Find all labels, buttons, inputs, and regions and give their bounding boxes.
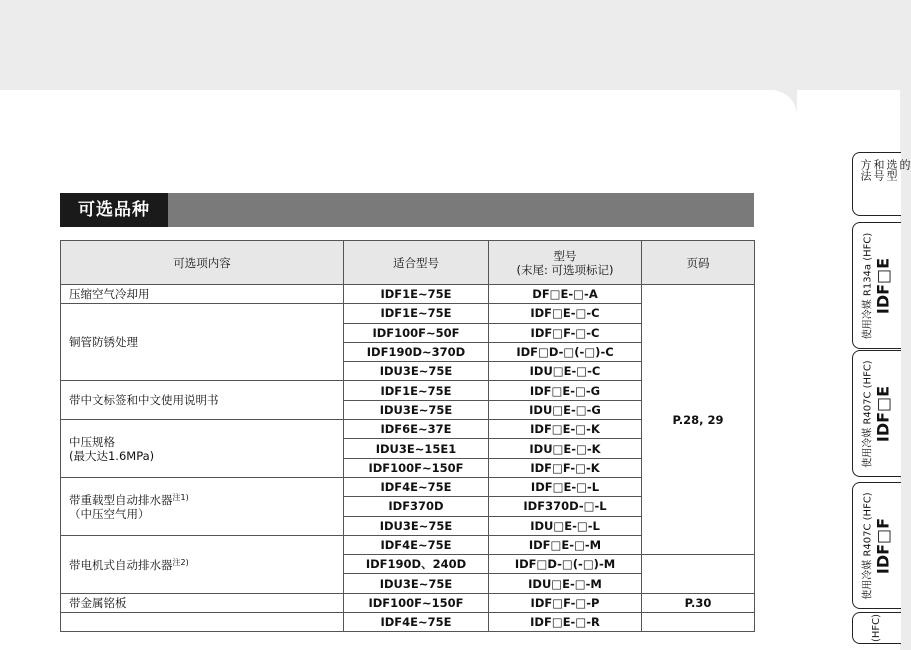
- part-cell: IDU□E-□-K: [489, 439, 642, 458]
- page-cell: P.28, 29: [642, 285, 755, 555]
- side-tab-partial[interactable]: [852, 612, 901, 644]
- option-cell: 铜管防锈处理: [61, 304, 344, 381]
- side-tab-text: [859, 159, 911, 181]
- table-row: [61, 613, 755, 632]
- side-tab-subtitle: (HFC): [871, 613, 882, 643]
- side-tab-idf-f-r407c[interactable]: [852, 482, 901, 609]
- part-cell: IDU□E-□-L: [489, 516, 642, 535]
- part-cell: IDF□D-□(-□)-C: [489, 342, 642, 361]
- footnote-mark: 注2): [172, 558, 189, 568]
- side-tab-line: 的: [898, 159, 911, 170]
- header-part-number: [489, 241, 642, 285]
- side-tab-idf-e-r134a[interactable]: [852, 222, 901, 349]
- side-tab-subtitle: 使用冷媒 R134a (HFC): [862, 232, 874, 339]
- part-cell: IDF□E-□-L: [489, 477, 642, 496]
- side-tab-line: 和号: [872, 159, 885, 181]
- part-cell: IDF□E-□-G: [489, 381, 642, 400]
- model-cell: IDU3E~75E: [344, 362, 489, 381]
- page-cell: P.30: [642, 593, 755, 612]
- model-cell: IDF190D、240D: [344, 555, 489, 574]
- model-cell: IDF1E~75E: [344, 381, 489, 400]
- model-cell: IDF4E~75E: [344, 477, 489, 496]
- part-cell: IDF□F-□-C: [489, 323, 642, 342]
- part-cell: IDF□E-□-C: [489, 304, 642, 323]
- option-text: 带电机式自动排水器: [69, 558, 173, 573]
- part-cell: IDU□E-□-G: [489, 400, 642, 419]
- table-row: [61, 285, 755, 304]
- option-subtext: （中压空气用）: [69, 507, 150, 522]
- part-cell: DF□E-□-A: [489, 285, 642, 304]
- model-cell: IDF4E~75E: [344, 613, 489, 632]
- model-cell: IDF100F~150F: [344, 458, 489, 477]
- side-tab-line: 方法: [859, 159, 872, 181]
- option-cell: 压缩空气冷却用: [61, 285, 344, 304]
- side-tab-text: [863, 232, 892, 339]
- page-cell: [642, 613, 755, 632]
- table-row: [61, 593, 755, 612]
- option-cell: [61, 613, 344, 632]
- side-tab-text: [863, 360, 892, 467]
- model-cell: IDU3E~75E: [344, 516, 489, 535]
- header-option: 可选项内容: [61, 241, 344, 285]
- part-cell: IDF□F-□-K: [489, 458, 642, 477]
- side-tab-title: IDF□E: [873, 385, 893, 442]
- side-tab-subtitle: 使用冷媒 R407C (HFC): [862, 491, 874, 600]
- part-cell: IDU□E-□-C: [489, 362, 642, 381]
- model-cell: IDU3E~75E: [344, 574, 489, 593]
- option-cell: [61, 477, 344, 535]
- model-cell: IDF4E~75E: [344, 535, 489, 554]
- options-table: [60, 240, 755, 632]
- model-cell: IDF6E~37E: [344, 420, 489, 439]
- footnote-mark: 注1): [172, 493, 189, 503]
- side-tab-title: IDF□E: [873, 257, 893, 314]
- part-cell: IDF□E-□-K: [489, 420, 642, 439]
- model-cell: IDF190D~370D: [344, 342, 489, 361]
- side-tab-text: [871, 614, 883, 642]
- option-cell: [61, 420, 344, 478]
- section-title: 可选品种: [60, 193, 168, 227]
- header-part-line1: 型号: [553, 248, 577, 263]
- model-cell: IDF100F~50F: [344, 323, 489, 342]
- option-subtext: (最大达1.6MPa): [69, 448, 155, 463]
- part-cell: IDF□F-□-P: [489, 593, 642, 612]
- header-model: 适合型号: [344, 241, 489, 285]
- option-text: 中压规格: [69, 434, 115, 449]
- side-tab-title: IDF□F: [873, 517, 893, 574]
- part-cell: IDF370D-□-L: [489, 497, 642, 516]
- option-cell: 带金属铭板: [61, 593, 344, 612]
- side-tab-subtitle: 使用冷媒 R407C (HFC): [862, 359, 874, 468]
- header-page: 页码: [642, 241, 755, 285]
- side-tab-line: 选型: [885, 159, 898, 181]
- table-header-row: [61, 241, 755, 285]
- option-cell: [61, 535, 344, 593]
- side-tab-idf-e-r407c[interactable]: [852, 350, 901, 477]
- side-tab-selection-method[interactable]: [852, 152, 911, 216]
- header-part-line2: (末尾: 可选项标记): [516, 262, 614, 277]
- model-cell: IDF370D: [344, 497, 489, 516]
- part-cell: IDU□E-□-M: [489, 574, 642, 593]
- part-cell: IDF□D-□(-□)-M: [489, 555, 642, 574]
- model-cell: IDU3E~75E: [344, 400, 489, 419]
- model-cell: IDF1E~75E: [344, 304, 489, 323]
- part-cell: IDF□E-□-R: [489, 613, 642, 632]
- option-text: 带重载型自动排水器: [69, 493, 173, 508]
- option-cell: 带中文标签和中文使用说明书: [61, 381, 344, 420]
- model-cell: IDU3E~15E1: [344, 439, 489, 458]
- section-title-bar: [60, 193, 754, 227]
- model-cell: IDF100F~150F: [344, 593, 489, 612]
- side-tab-text: [863, 492, 892, 599]
- model-cell: IDF1E~75E: [344, 285, 489, 304]
- part-cell: IDF□E-□-M: [489, 535, 642, 554]
